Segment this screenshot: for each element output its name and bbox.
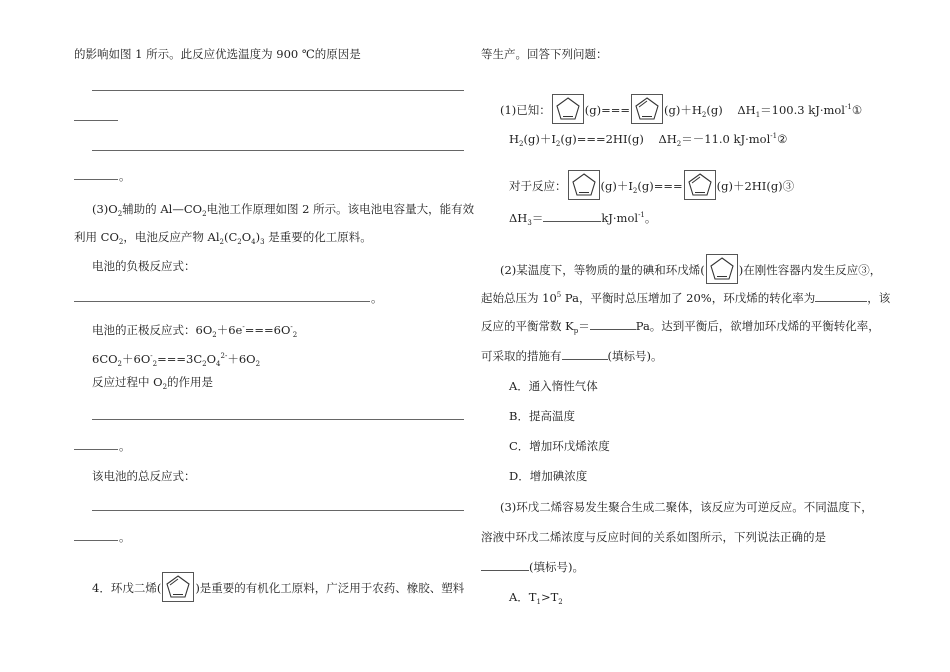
answer-line: [74, 540, 118, 541]
text-line: 的影响如图 1 所示。此反应优选温度为 900 ℃的原因是: [74, 47, 361, 61]
text-line: 4．环戊二烯( )是重要的有机化工原料，广泛用于农药、橡胶、塑料: [92, 574, 464, 604]
text-line: 反应过程中 $O_2$的作用是: [92, 375, 214, 391]
answer-line: [92, 419, 464, 420]
period: 。: [119, 439, 131, 453]
answer-line: [92, 510, 464, 511]
text-line: 起始总压为 $10^5$ Pa，平衡时总压增加了 20%，环戊烯的转化率为 ，该: [481, 291, 891, 305]
option-c: C．增加环戊烯浓度: [509, 439, 610, 453]
text-line: (2)某温度下，等物质的量的碘和环戊烯( )在刚性容器内发生反应③，: [500, 256, 881, 286]
cyclopentene-structure-icon: [552, 94, 584, 124]
text-line: $H_2(g)+I_2(g)===2HI(g)$ $\Delta H_2=-11.0$ kJ·mol$^{-1}$②: [509, 132, 788, 148]
option-d: D．增加碘浓度: [509, 469, 588, 483]
text-line: $6CO_2+6O^-_2===3C_2O_4^{2-}+6O_2$: [92, 352, 261, 368]
cyclopentadiene-structure-icon: [684, 170, 716, 200]
text-line: $\Delta H_3= kJ\cdot mol^{-1}$。: [509, 211, 657, 227]
answer-line: [74, 449, 118, 450]
text-line: (填标号)。: [481, 559, 584, 575]
answer-line: [74, 301, 370, 302]
text-line: 利用 $CO_2$，电池反应产物 $Al_2(C_2O_4)_3$ 是重要的化工原料。: [74, 230, 372, 246]
text-line: (1)已知： (g)=== $(g)+H_2(g)$ $\Delta H_1=100.3$ kJ·mol$^{-1}$①: [500, 96, 862, 126]
period: 。: [371, 291, 383, 305]
text-line: 电池的负极反应式：: [92, 259, 196, 273]
text-line: 对于反应： $(g)+I_2(g)===$ (g)＋2HI(g)③: [509, 172, 794, 202]
text-line: $(3)O_2$辅助的 $Al—CO_2$电池工作原理如图 2 所示。该电池电容量大，能有效: [92, 202, 475, 218]
text-line: 可采取的措施有 (填标号)。: [481, 349, 663, 363]
cyclopentene-structure-icon: [568, 170, 600, 200]
answer-blank: [590, 318, 636, 330]
cyclopentene-structure-icon: [706, 254, 738, 284]
answer-blank: [815, 290, 867, 302]
answer-line: [74, 120, 118, 121]
text-line: (3)环戊二烯容易发生聚合生成二聚体，该反应为可逆反应。不同温度下，: [500, 500, 873, 514]
answer-line: [92, 150, 464, 151]
option-a: A．$T_1>T_2$: [509, 590, 563, 606]
answer-blank: [543, 210, 601, 222]
option-b: B．提高温度: [509, 409, 575, 423]
text-line: 反应的平衡常数 $K_p= Pa$。达到平衡后，欲增加环戊烯的平衡转化率，: [481, 319, 880, 335]
text-line: 该电池的总反应式：: [92, 469, 196, 483]
answer-line: [74, 179, 118, 180]
period: 。: [119, 169, 131, 183]
period: 。: [119, 530, 131, 544]
option-a: A．通入惰性气体: [509, 379, 598, 393]
cyclopentadiene-structure-icon: [162, 572, 194, 602]
answer-line: [92, 90, 464, 91]
answer-blank: [562, 348, 608, 360]
text-line: 电池的正极反应式：$6O_2+6e^-===6O^-_2$: [92, 323, 298, 339]
answer-blank: [481, 559, 529, 571]
text-line: 溶液中环戊二烯浓度与反应时间的关系如图所示，下列说法正确的是: [481, 530, 826, 544]
cyclopentadiene-structure-icon: [631, 94, 663, 124]
text-line: 等生产。回答下列问题：: [481, 47, 608, 61]
